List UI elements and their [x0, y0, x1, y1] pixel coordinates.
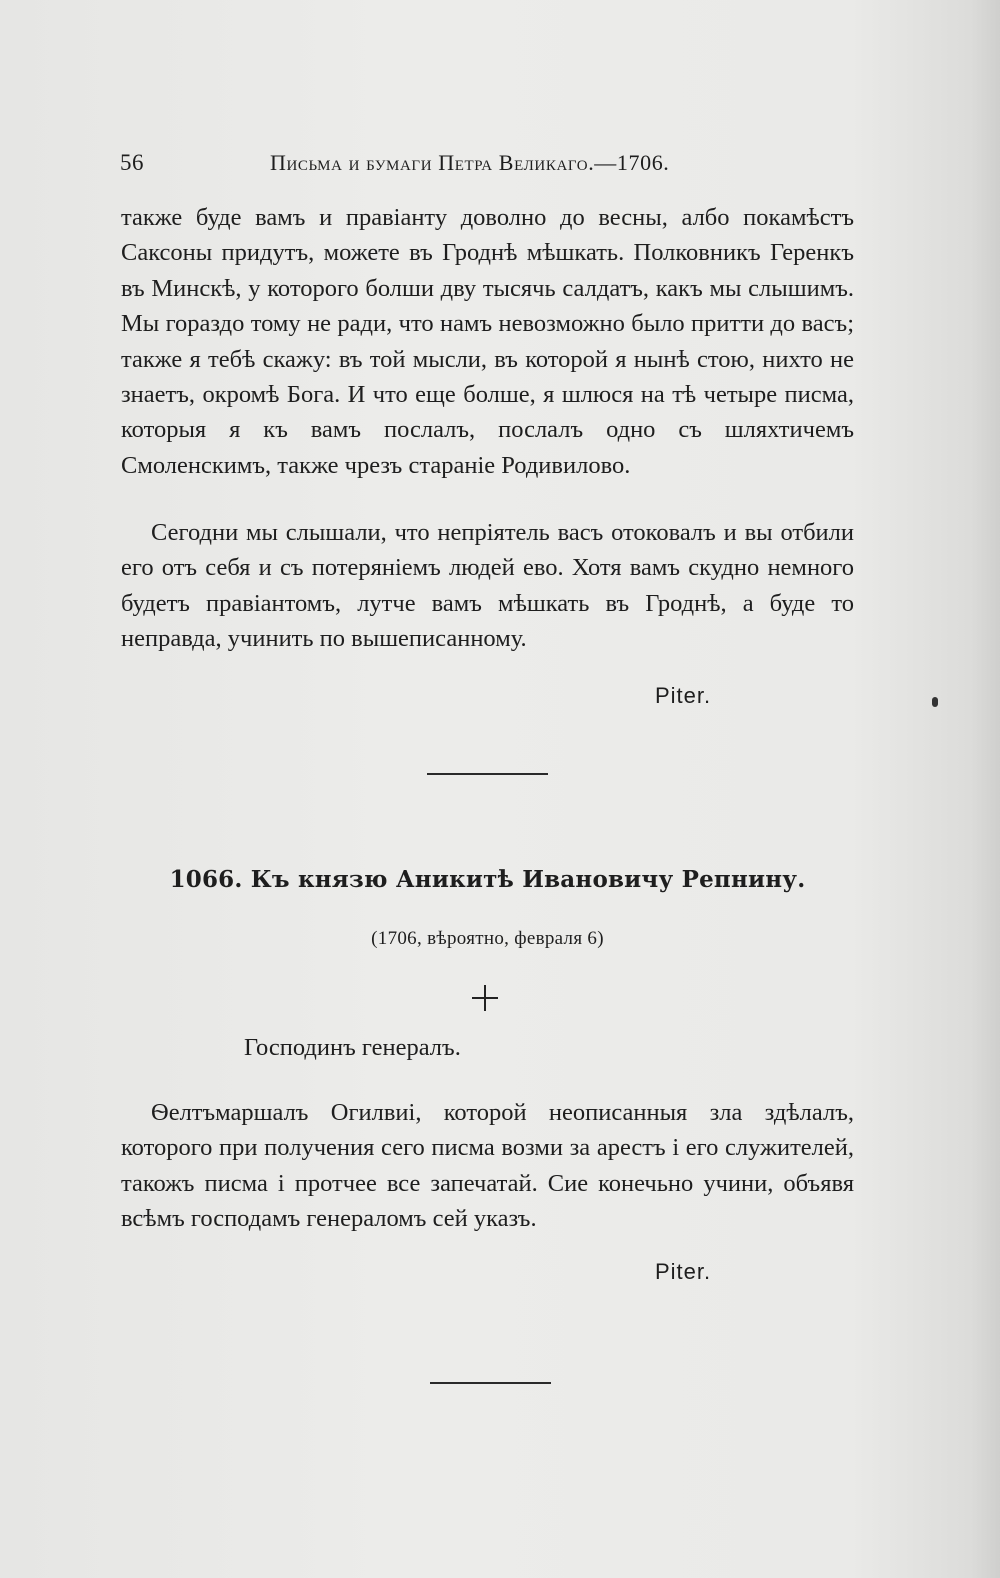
section-divider-rule	[427, 773, 548, 775]
cross-vertical-stroke	[484, 985, 486, 1011]
letter-body: Ѳелтъмаршалъ Огилвиі, которой неописанныя зла здѣлалъ, которого при получения сего писма возми за арестъ і его служителей, такожъ писма і протчее все запечатай. Сие конечьно учини, объявя всѣмъ господамъ генераломъ сей указъ.	[121, 1099, 854, 1233]
letter-salutation: Господинъ генералъ.	[244, 1034, 461, 1061]
paragraph-continuation: также буде вамъ и правіанту доволно до весны, албо покамѣстъ Саксоны придутъ, можете въ Гроднѣ мѣшкать. Полковникъ Геренкъ въ Минскѣ, у которого болши дву тысячь салдатъ, какъ мы слышимъ. Мы гораздо тому не ради, что намъ невозможно было притти до васъ; также я тебѣ скажу: въ той мысли, въ которой я нынѣ стою, нихто не знаетъ, окромѣ Бога. И что еще болше, я шлюся на тѣ четыре писма, которыя я къ вамъ послалъ, послалъ одно съ шляхтичемъ Смоленскимъ, также чрезъ стараніе Родивилово.	[121, 204, 854, 479]
cross-icon	[472, 985, 498, 1011]
running-head	[120, 146, 850, 182]
end-divider-rule	[430, 1382, 551, 1384]
letter-heading: 1066. Къ князю Аникитѣ Ивановичу Репнину.	[169, 866, 806, 893]
signature-second: Piter.	[655, 1259, 712, 1284]
paragraph-second: Сегодни мы слышали, что непріятель васъ отоковалъ и вы отбили его отъ себя и съ потеряніемъ людей ево. Хотя вамъ скудно немного будетъ правіантомъ, лутче вамъ мѣшкать въ Гроднѣ, а буде то неправда, учинить по вышеписанному.	[121, 519, 854, 653]
signature-first: Piter.	[655, 683, 712, 708]
ink-speck	[932, 697, 938, 707]
letter-date: (1706, вѣроятно, февраля 6)	[371, 928, 604, 949]
running-title: Письма и бумаги Петра Великаго.—1706.	[270, 150, 670, 175]
page-number: 56	[120, 150, 144, 175]
